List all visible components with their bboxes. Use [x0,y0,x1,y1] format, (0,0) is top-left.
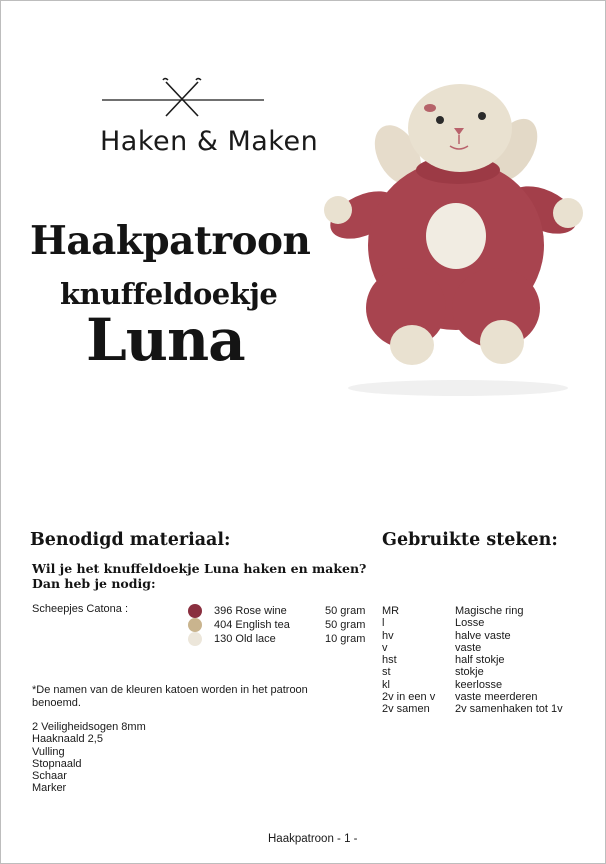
yarn-color-swatch [188,604,202,618]
stitch-abbr: hst [382,654,397,667]
stitch-meaning: halve vaste [455,629,511,642]
stitch-abbr: l [382,617,385,630]
stitch-row [382,630,582,642]
list-item: Haaknaald 2,5 [32,733,103,746]
list-item: Vulling [32,745,65,758]
yarn-name: 396 Rose wine [214,605,287,617]
stitch-row [382,654,582,666]
stitch-meaning: keerlosse [455,678,503,691]
crossed-hooks-icon [100,76,268,124]
material-list [32,721,146,795]
yarn-brand: Scheepjes Catona : [32,603,129,615]
stitch-abbr: 2v in een v [382,691,436,704]
yarn-row [188,633,368,647]
material-intro [32,561,366,591]
stitch-meaning: half stokje [455,654,505,667]
stitches-heading: Gebruikte steken: [382,530,558,550]
brand-logo [100,76,319,166]
stitch-meaning: Losse [455,617,485,630]
page-footer: Haakpatroon - 1 - [268,833,358,845]
stitch-row [382,605,582,617]
stitch-meaning: vaste [455,641,482,654]
colour-note: *De namen van de kleuren katoen worden in het patroon benoemd. [32,684,308,709]
yarn-name: 404 English tea [214,619,290,631]
brand-name: Haken & Maken [100,126,319,157]
title-line-1: Haakpatroon [30,218,311,264]
stitch-meaning: Magische ring [455,605,524,617]
stitch-row [382,666,582,678]
list-item: 2 Veiligheidsogen 8mm [32,721,146,733]
title-line-2: knuffeldoekje [60,277,278,311]
bunny-illustration [318,70,588,400]
yarn-row [188,619,368,633]
stitch-abbr: kl [382,678,390,691]
title-line-3: Luna [86,306,245,374]
stitch-row [382,691,582,703]
yarn-amount: 10 gram [325,633,366,645]
list-item: Marker [32,782,67,795]
stitch-row [382,642,582,654]
stitch-abbr: 2v samen [382,703,430,716]
intro-line-2: Dan heb je nodig: [32,576,156,591]
stitch-row [382,679,582,691]
yarn-amount: 50 gram [325,605,366,617]
yarn-amount: 50 gram [325,619,366,631]
stitch-row [382,703,582,715]
list-item: Stopnaald [32,757,82,770]
stitch-abbr: MR [382,605,400,617]
stitch-meaning: 2v samenhaken tot 1v [455,703,563,716]
yarn-row [188,605,368,619]
stitch-abbr: st [382,666,391,679]
stitch-row [382,617,582,629]
stitch-meaning: stokje [455,666,484,679]
yarn-color-swatch [188,618,202,632]
yarn-name: 130 Old lace [214,633,276,645]
material-heading: Benodigd materiaal: [30,530,231,550]
list-item: Schaar [32,770,67,783]
stitch-meaning: vaste meerderen [455,691,538,704]
stitch-abbr: v [382,641,388,654]
stitches-table [382,605,582,716]
stitch-abbr: hv [382,629,394,642]
yarn-color-swatch [188,632,202,646]
intro-line-1: Wil je het knuffeldoekje Luna haken en maken? [32,561,367,576]
